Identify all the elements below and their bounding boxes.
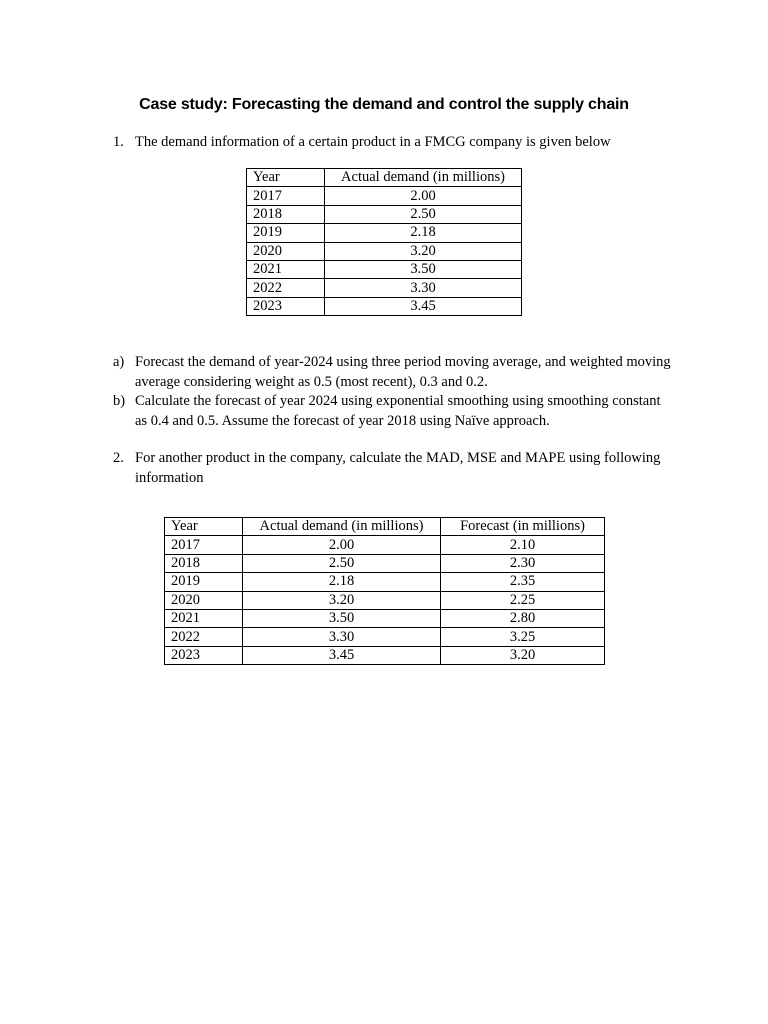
question-1-text: The demand information of a certain product in a FMCG company is given below bbox=[135, 134, 611, 150]
actual-demand-cell: 3.45 bbox=[243, 646, 441, 664]
actual-demand-cell: 2.18 bbox=[243, 573, 441, 591]
actual-demand-cell: 3.20 bbox=[325, 242, 522, 260]
year-cell: 2019 bbox=[247, 224, 325, 242]
subquestion-b-text: Calculate the forecast of year 2024 using exponential smoothing using smoothing constant as 0.4 and 0.5. Assume the forecast of year 2018 using Naïve approach. bbox=[135, 393, 661, 429]
year-cell: 2020 bbox=[165, 591, 243, 609]
subquestion-a bbox=[113, 353, 673, 392]
actual-demand-cell: 2.50 bbox=[243, 554, 441, 572]
subquestion-a-text: Forecast the demand of year-2024 using three period moving average, and weighted moving average considering weight as 0.5 (most recent), 0.3 and 0.2. bbox=[135, 354, 671, 390]
table-header-row bbox=[165, 518, 605, 536]
actual-demand-cell: 2.18 bbox=[325, 224, 522, 242]
question-1-number: 1. bbox=[113, 134, 124, 150]
year-cell: 2023 bbox=[247, 297, 325, 315]
question-1 bbox=[113, 133, 673, 153]
question-2-number: 2. bbox=[113, 450, 124, 466]
actual-demand-cell: 3.50 bbox=[325, 260, 522, 278]
column-header-year: Year bbox=[247, 169, 325, 187]
table-row bbox=[247, 224, 522, 242]
column-header-actual-demand: Actual demand (in millions) bbox=[325, 169, 522, 187]
forecast-cell: 2.80 bbox=[441, 609, 605, 627]
actual-demand-cell: 3.45 bbox=[325, 297, 522, 315]
question-2-text: For another product in the company, calculate the MAD, MSE and MAPE using following information bbox=[135, 450, 661, 486]
table-row bbox=[165, 573, 605, 591]
forecast-cell: 2.30 bbox=[441, 554, 605, 572]
table-row bbox=[165, 591, 605, 609]
table-row bbox=[165, 536, 605, 554]
subquestion-b bbox=[113, 392, 673, 431]
year-cell: 2022 bbox=[247, 279, 325, 297]
subquestion-a-marker: a) bbox=[113, 354, 125, 370]
table-row bbox=[165, 609, 605, 627]
year-cell: 2020 bbox=[247, 242, 325, 260]
actual-demand-cell: 2.00 bbox=[243, 536, 441, 554]
year-cell: 2017 bbox=[247, 187, 325, 205]
column-header-forecast: Forecast (in millions) bbox=[441, 518, 605, 536]
year-cell: 2018 bbox=[247, 205, 325, 223]
actual-demand-cell: 3.50 bbox=[243, 609, 441, 627]
year-cell: 2019 bbox=[165, 573, 243, 591]
subquestion-b-marker: b) bbox=[113, 393, 126, 409]
table-header-row bbox=[247, 169, 522, 187]
year-cell: 2021 bbox=[165, 609, 243, 627]
actual-demand-cell: 2.00 bbox=[325, 187, 522, 205]
table-row bbox=[165, 628, 605, 646]
actual-demand-cell: 3.20 bbox=[243, 591, 441, 609]
forecast-cell: 3.25 bbox=[441, 628, 605, 646]
forecast-cell: 2.10 bbox=[441, 536, 605, 554]
actual-demand-cell: 2.50 bbox=[325, 205, 522, 223]
table-row bbox=[247, 242, 522, 260]
forecast-cell: 3.20 bbox=[441, 646, 605, 664]
forecast-cell: 2.25 bbox=[441, 591, 605, 609]
year-cell: 2018 bbox=[165, 554, 243, 572]
table-row bbox=[247, 297, 522, 315]
year-cell: 2022 bbox=[165, 628, 243, 646]
demand-forecast-table-2 bbox=[164, 517, 605, 665]
demand-table-1 bbox=[246, 168, 522, 316]
year-cell: 2021 bbox=[247, 260, 325, 278]
column-header-year: Year bbox=[165, 518, 243, 536]
table-row bbox=[165, 554, 605, 572]
table-row bbox=[165, 646, 605, 664]
year-cell: 2023 bbox=[165, 646, 243, 664]
page-title: Case study: Forecasting the demand and control the supply chain bbox=[139, 96, 629, 113]
actual-demand-cell: 3.30 bbox=[325, 279, 522, 297]
column-header-actual-demand: Actual demand (in millions) bbox=[243, 518, 441, 536]
forecast-cell: 2.35 bbox=[441, 573, 605, 591]
table-row bbox=[247, 187, 522, 205]
actual-demand-cell: 3.30 bbox=[243, 628, 441, 646]
year-cell: 2017 bbox=[165, 536, 243, 554]
table-row bbox=[247, 205, 522, 223]
table-row bbox=[247, 279, 522, 297]
question-2 bbox=[113, 449, 673, 488]
table-row bbox=[247, 260, 522, 278]
